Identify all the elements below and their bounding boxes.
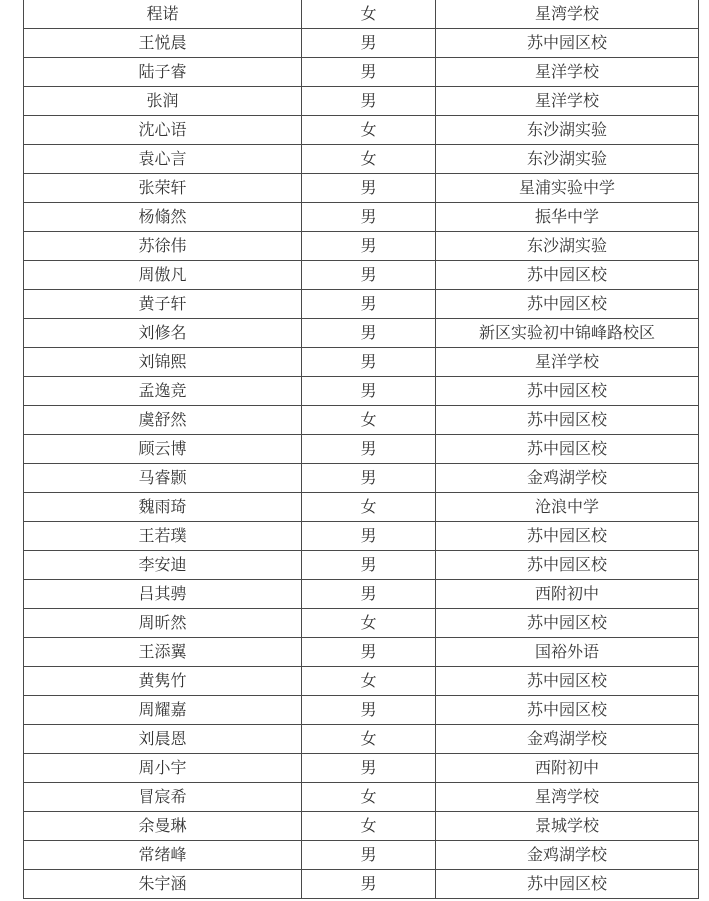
table-row bbox=[24, 377, 699, 406]
table-row bbox=[24, 0, 699, 29]
school-cell: 金鸡湖学校 bbox=[436, 841, 699, 870]
name-cell: 李安迪 bbox=[24, 551, 302, 580]
school-cell: 金鸡湖学校 bbox=[436, 725, 699, 754]
name-cell: 沈心语 bbox=[24, 116, 302, 145]
table-row bbox=[24, 319, 699, 348]
school-cell: 苏中园区校 bbox=[436, 870, 699, 899]
school-cell: 景城学校 bbox=[436, 812, 699, 841]
gender-cell: 女 bbox=[302, 406, 436, 435]
name-cell: 刘锦熙 bbox=[24, 348, 302, 377]
table-row bbox=[24, 29, 699, 58]
table-row bbox=[24, 725, 699, 754]
table-row bbox=[24, 667, 699, 696]
gender-cell: 男 bbox=[302, 87, 436, 116]
name-cell: 顾云博 bbox=[24, 435, 302, 464]
name-cell: 苏徐伟 bbox=[24, 232, 302, 261]
school-cell: 东沙湖实验 bbox=[436, 116, 699, 145]
school-cell: 苏中园区校 bbox=[436, 609, 699, 638]
table-row bbox=[24, 783, 699, 812]
school-cell: 西附初中 bbox=[436, 580, 699, 609]
name-cell: 马睿颢 bbox=[24, 464, 302, 493]
gender-cell: 男 bbox=[302, 261, 436, 290]
name-cell: 冒宸希 bbox=[24, 783, 302, 812]
table-row bbox=[24, 812, 699, 841]
school-cell: 新区实验初中锦峰路校区 bbox=[436, 319, 699, 348]
name-cell: 周耀嘉 bbox=[24, 696, 302, 725]
table-row bbox=[24, 203, 699, 232]
name-cell: 常绪峰 bbox=[24, 841, 302, 870]
name-cell: 魏雨琦 bbox=[24, 493, 302, 522]
gender-cell: 男 bbox=[302, 348, 436, 377]
table-row bbox=[24, 87, 699, 116]
gender-cell: 女 bbox=[302, 725, 436, 754]
table-row bbox=[24, 406, 699, 435]
table-row bbox=[24, 290, 699, 319]
gender-cell: 女 bbox=[302, 493, 436, 522]
table-row bbox=[24, 609, 699, 638]
gender-cell: 女 bbox=[302, 667, 436, 696]
name-cell: 陆子睿 bbox=[24, 58, 302, 87]
name-cell: 虞舒然 bbox=[24, 406, 302, 435]
gender-cell: 男 bbox=[302, 29, 436, 58]
school-cell: 苏中园区校 bbox=[436, 290, 699, 319]
gender-cell: 女 bbox=[302, 116, 436, 145]
table-row bbox=[24, 464, 699, 493]
gender-cell: 男 bbox=[302, 696, 436, 725]
school-cell: 东沙湖实验 bbox=[436, 145, 699, 174]
school-cell: 星洋学校 bbox=[436, 58, 699, 87]
table-row bbox=[24, 58, 699, 87]
table-row bbox=[24, 435, 699, 464]
table-row bbox=[24, 638, 699, 667]
school-cell: 国裕外语 bbox=[436, 638, 699, 667]
name-cell: 刘晨恩 bbox=[24, 725, 302, 754]
gender-cell: 男 bbox=[302, 638, 436, 667]
name-cell: 袁心言 bbox=[24, 145, 302, 174]
school-cell: 苏中园区校 bbox=[436, 29, 699, 58]
table-row bbox=[24, 580, 699, 609]
gender-cell: 男 bbox=[302, 870, 436, 899]
school-cell: 星洋学校 bbox=[436, 348, 699, 377]
gender-cell: 男 bbox=[302, 319, 436, 348]
table-row bbox=[24, 754, 699, 783]
table-row bbox=[24, 870, 699, 899]
school-cell: 苏中园区校 bbox=[436, 696, 699, 725]
table-row bbox=[24, 696, 699, 725]
name-cell: 王悦晨 bbox=[24, 29, 302, 58]
student-list-table bbox=[23, 0, 699, 899]
name-cell: 张润 bbox=[24, 87, 302, 116]
gender-cell: 男 bbox=[302, 580, 436, 609]
school-cell: 苏中园区校 bbox=[436, 377, 699, 406]
gender-cell: 男 bbox=[302, 174, 436, 203]
name-cell: 吕其骋 bbox=[24, 580, 302, 609]
gender-cell: 女 bbox=[302, 609, 436, 638]
name-cell: 程诺 bbox=[24, 0, 302, 29]
school-cell: 金鸡湖学校 bbox=[436, 464, 699, 493]
gender-cell: 男 bbox=[302, 203, 436, 232]
school-cell: 星洋学校 bbox=[436, 87, 699, 116]
school-cell: 苏中园区校 bbox=[436, 261, 699, 290]
name-cell: 王若璞 bbox=[24, 522, 302, 551]
name-cell: 周昕然 bbox=[24, 609, 302, 638]
school-cell: 苏中园区校 bbox=[436, 522, 699, 551]
gender-cell: 女 bbox=[302, 783, 436, 812]
gender-cell: 男 bbox=[302, 232, 436, 261]
table-row bbox=[24, 551, 699, 580]
name-cell: 王添翼 bbox=[24, 638, 302, 667]
gender-cell: 女 bbox=[302, 812, 436, 841]
gender-cell: 女 bbox=[302, 0, 436, 29]
school-cell: 星湾学校 bbox=[436, 0, 699, 29]
gender-cell: 男 bbox=[302, 754, 436, 783]
gender-cell: 男 bbox=[302, 551, 436, 580]
table-body bbox=[24, 0, 699, 899]
name-cell: 黄子轩 bbox=[24, 290, 302, 319]
school-cell: 苏中园区校 bbox=[436, 667, 699, 696]
table-row bbox=[24, 145, 699, 174]
gender-cell: 女 bbox=[302, 145, 436, 174]
school-cell: 苏中园区校 bbox=[436, 435, 699, 464]
name-cell: 孟逸竞 bbox=[24, 377, 302, 406]
school-cell: 沧浪中学 bbox=[436, 493, 699, 522]
name-cell: 周傲凡 bbox=[24, 261, 302, 290]
school-cell: 东沙湖实验 bbox=[436, 232, 699, 261]
school-cell: 振华中学 bbox=[436, 203, 699, 232]
gender-cell: 男 bbox=[302, 522, 436, 551]
gender-cell: 男 bbox=[302, 435, 436, 464]
school-cell: 星湾学校 bbox=[436, 783, 699, 812]
name-cell: 余曼琳 bbox=[24, 812, 302, 841]
name-cell: 朱宇涵 bbox=[24, 870, 302, 899]
table-row bbox=[24, 261, 699, 290]
gender-cell: 男 bbox=[302, 290, 436, 319]
school-cell: 苏中园区校 bbox=[436, 551, 699, 580]
gender-cell: 男 bbox=[302, 841, 436, 870]
table-row bbox=[24, 174, 699, 203]
table-row bbox=[24, 493, 699, 522]
name-cell: 刘修名 bbox=[24, 319, 302, 348]
table-row bbox=[24, 522, 699, 551]
name-cell: 张荣轩 bbox=[24, 174, 302, 203]
gender-cell: 男 bbox=[302, 377, 436, 406]
table-row bbox=[24, 348, 699, 377]
name-cell: 杨翛然 bbox=[24, 203, 302, 232]
school-cell: 苏中园区校 bbox=[436, 406, 699, 435]
table-row bbox=[24, 841, 699, 870]
table-row bbox=[24, 116, 699, 145]
name-cell: 周小宇 bbox=[24, 754, 302, 783]
school-cell: 西附初中 bbox=[436, 754, 699, 783]
gender-cell: 男 bbox=[302, 58, 436, 87]
gender-cell: 男 bbox=[302, 464, 436, 493]
name-cell: 黄隽竹 bbox=[24, 667, 302, 696]
table-row bbox=[24, 232, 699, 261]
school-cell: 星浦实验中学 bbox=[436, 174, 699, 203]
